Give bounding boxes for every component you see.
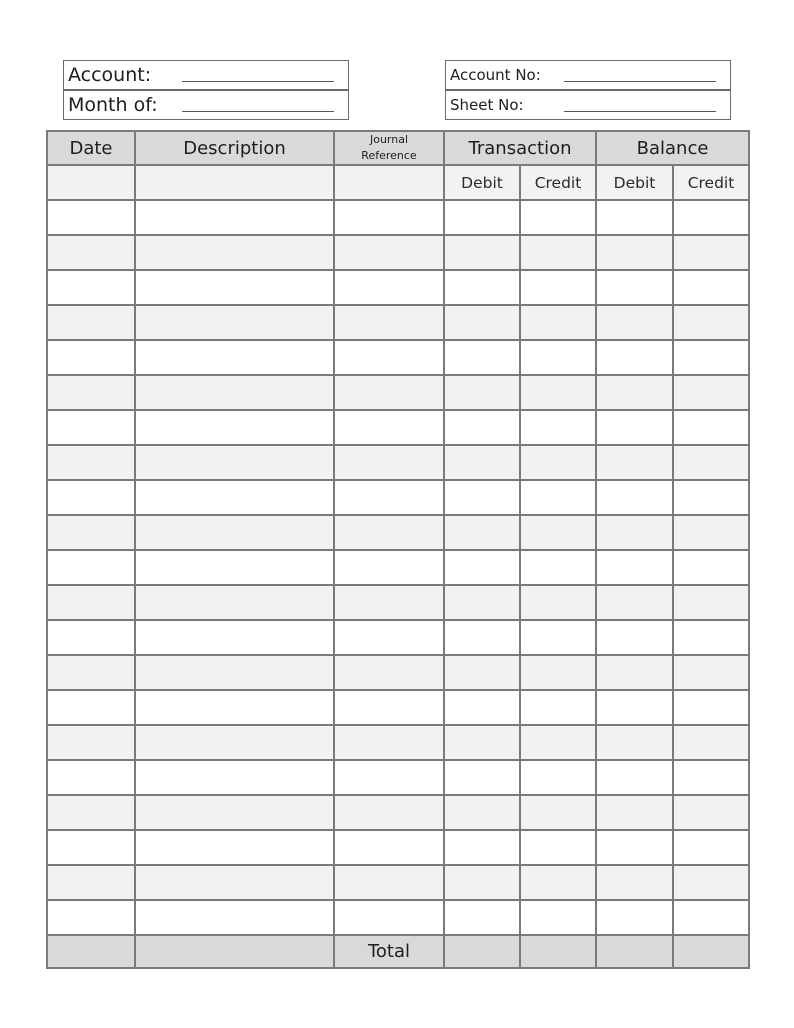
ledger-row (47, 200, 749, 235)
description-cell[interactable] (135, 620, 334, 655)
ledger-row (47, 690, 749, 725)
transaction-debit-cell[interactable] (444, 550, 520, 585)
balance-credit-cell[interactable] (673, 340, 749, 375)
balance-credit-cell[interactable] (673, 550, 749, 585)
balance-debit-cell[interactable] (596, 725, 673, 760)
description-cell[interactable] (135, 725, 334, 760)
balance-credit-cell[interactable] (673, 235, 749, 270)
balance-debit-cell[interactable] (596, 515, 673, 550)
transaction-credit-cell[interactable] (520, 235, 596, 270)
transaction-debit-cell[interactable] (444, 655, 520, 690)
description-cell[interactable] (135, 795, 334, 830)
date-cell[interactable] (47, 620, 135, 655)
balance-debit-cell[interactable] (596, 550, 673, 585)
month-label: Month of: (68, 94, 158, 116)
date-cell[interactable] (47, 690, 135, 725)
transaction-debit-cell[interactable] (444, 795, 520, 830)
balance-debit-cell[interactable] (596, 375, 673, 410)
balance-debit-cell[interactable] (596, 760, 673, 795)
journal-reference-cell[interactable] (334, 900, 444, 935)
transaction-credit-cell[interactable] (520, 375, 596, 410)
journal-reference-cell[interactable] (334, 445, 444, 480)
balance-credit-cell[interactable] (673, 515, 749, 550)
total-transaction-debit-cell[interactable] (444, 935, 520, 968)
ledger-row (47, 620, 749, 655)
description-cell[interactable] (135, 690, 334, 725)
date-cell[interactable] (47, 865, 135, 900)
date-cell[interactable] (47, 550, 135, 585)
description-cell[interactable] (135, 585, 334, 620)
transaction-debit-cell[interactable] (444, 515, 520, 550)
balance-debit-header: Debit (596, 165, 673, 200)
transaction-credit-cell[interactable] (520, 585, 596, 620)
balance-debit-cell[interactable] (596, 235, 673, 270)
transaction-credit-cell[interactable] (520, 270, 596, 305)
date-cell[interactable] (47, 655, 135, 690)
ledger-row (47, 410, 749, 445)
transaction-debit-cell[interactable] (444, 620, 520, 655)
journal-reference-cell[interactable] (334, 585, 444, 620)
date-cell[interactable] (47, 305, 135, 340)
balance-credit-cell[interactable] (673, 795, 749, 830)
header-row (47, 131, 749, 165)
date-cell[interactable] (47, 830, 135, 865)
total-balance-debit-cell[interactable] (596, 935, 673, 968)
transaction-credit-cell[interactable] (520, 480, 596, 515)
balance-debit-cell[interactable] (596, 585, 673, 620)
description-cell[interactable] (135, 830, 334, 865)
ledger-row (47, 900, 749, 935)
ledger-row (47, 550, 749, 585)
ledger-row (47, 795, 749, 830)
balance-debit-cell[interactable] (596, 830, 673, 865)
transaction-debit-cell[interactable] (444, 900, 520, 935)
ledger-row (47, 655, 749, 690)
ledger-row (47, 830, 749, 865)
description-cell[interactable] (135, 655, 334, 690)
ledger-row (47, 725, 749, 760)
journal-reference-cell[interactable] (334, 760, 444, 795)
col-balance-header: Balance (596, 131, 749, 165)
balance-credit-cell[interactable] (673, 620, 749, 655)
transaction-debit-cell[interactable] (444, 830, 520, 865)
transaction-credit-cell[interactable] (520, 760, 596, 795)
description-cell[interactable] (135, 410, 334, 445)
transaction-debit-header: Debit (444, 165, 520, 200)
balance-debit-cell[interactable] (596, 270, 673, 305)
balance-credit-cell[interactable] (673, 690, 749, 725)
transaction-debit-cell[interactable] (444, 305, 520, 340)
balance-credit-cell[interactable] (673, 655, 749, 690)
balance-credit-cell[interactable] (673, 865, 749, 900)
description-cell[interactable] (135, 235, 334, 270)
sheet-no-field (445, 90, 731, 120)
ledger-row (47, 305, 749, 340)
ledger-row (47, 760, 749, 795)
ledger-row (47, 445, 749, 480)
transaction-credit-cell[interactable] (520, 200, 596, 235)
account-field (63, 60, 349, 90)
balance-credit-cell[interactable] (673, 200, 749, 235)
ledger-body (47, 200, 749, 935)
col-journal-reference-header (334, 131, 444, 165)
balance-credit-cell[interactable] (673, 480, 749, 515)
balance-credit-header: Credit (673, 165, 749, 200)
description-cell[interactable] (135, 340, 334, 375)
description-cell[interactable] (135, 900, 334, 935)
balance-debit-cell[interactable] (596, 445, 673, 480)
journal-reference-cell[interactable] (334, 235, 444, 270)
description-cell[interactable] (135, 760, 334, 795)
date-cell[interactable] (47, 375, 135, 410)
transaction-credit-cell[interactable] (520, 550, 596, 585)
ledger-row (47, 585, 749, 620)
balance-debit-cell[interactable] (596, 655, 673, 690)
transaction-debit-cell[interactable] (444, 690, 520, 725)
col-description-header: Description (135, 131, 334, 165)
date-cell[interactable] (47, 235, 135, 270)
account-input-line[interactable] (182, 81, 334, 82)
account-label: Account: (68, 64, 152, 86)
description-cell[interactable] (135, 375, 334, 410)
journal-reference-cell[interactable] (334, 270, 444, 305)
account-no-field (445, 60, 731, 90)
total-date-cell (47, 935, 135, 968)
month-input-line[interactable] (182, 111, 334, 112)
transaction-debit-cell[interactable] (444, 375, 520, 410)
transaction-debit-cell[interactable] (444, 725, 520, 760)
account-no-input-line[interactable] (564, 81, 716, 82)
description-cell[interactable] (135, 270, 334, 305)
balance-credit-cell[interactable] (673, 585, 749, 620)
journal-reference-cell[interactable] (334, 515, 444, 550)
col-transaction-header: Transaction (444, 131, 596, 165)
transaction-credit-cell[interactable] (520, 445, 596, 480)
date-cell[interactable] (47, 200, 135, 235)
balance-credit-cell[interactable] (673, 725, 749, 760)
transaction-credit-cell[interactable] (520, 655, 596, 690)
month-field (63, 90, 349, 120)
date-cell[interactable] (47, 515, 135, 550)
balance-credit-cell[interactable] (673, 305, 749, 340)
sheet-no-label: Sheet No: (450, 96, 524, 114)
transaction-credit-cell[interactable] (520, 340, 596, 375)
ledger-row (47, 480, 749, 515)
balance-debit-cell[interactable] (596, 690, 673, 725)
subheader-journal-blank (334, 165, 444, 200)
journal-reference-cell[interactable] (334, 865, 444, 900)
journal-reference-cell[interactable] (334, 830, 444, 865)
balance-debit-cell[interactable] (596, 340, 673, 375)
date-cell[interactable] (47, 410, 135, 445)
date-cell[interactable] (47, 725, 135, 760)
total-label: Total (334, 935, 444, 968)
journal-reference-cell[interactable] (334, 655, 444, 690)
transaction-debit-cell[interactable] (444, 585, 520, 620)
date-cell[interactable] (47, 900, 135, 935)
description-cell[interactable] (135, 480, 334, 515)
transaction-credit-cell[interactable] (520, 410, 596, 445)
total-transaction-credit-cell[interactable] (520, 935, 596, 968)
description-cell[interactable] (135, 515, 334, 550)
transaction-debit-cell[interactable] (444, 270, 520, 305)
balance-credit-cell[interactable] (673, 270, 749, 305)
balance-debit-cell[interactable] (596, 200, 673, 235)
transaction-credit-cell[interactable] (520, 795, 596, 830)
journal-reference-cell[interactable] (334, 375, 444, 410)
transaction-debit-cell[interactable] (444, 200, 520, 235)
transaction-debit-cell[interactable] (444, 410, 520, 445)
transaction-credit-header: Credit (520, 165, 596, 200)
journal-reference-cell[interactable] (334, 340, 444, 375)
balance-credit-cell[interactable] (673, 375, 749, 410)
journal-reference-cell[interactable] (334, 620, 444, 655)
transaction-debit-cell[interactable] (444, 445, 520, 480)
journal-reference-cell[interactable] (334, 200, 444, 235)
account-no-label: Account No: (450, 66, 541, 84)
transaction-credit-cell[interactable] (520, 830, 596, 865)
transaction-debit-cell[interactable] (444, 865, 520, 900)
balance-credit-cell[interactable] (673, 900, 749, 935)
balance-debit-cell[interactable] (596, 865, 673, 900)
transaction-credit-cell[interactable] (520, 620, 596, 655)
date-cell[interactable] (47, 270, 135, 305)
balance-credit-cell[interactable] (673, 760, 749, 795)
balance-debit-cell[interactable] (596, 305, 673, 340)
transaction-credit-cell[interactable] (520, 515, 596, 550)
journal-reference-cell[interactable] (334, 725, 444, 760)
date-cell[interactable] (47, 340, 135, 375)
transaction-debit-cell[interactable] (444, 340, 520, 375)
date-cell[interactable] (47, 480, 135, 515)
subheader-row (47, 165, 749, 200)
balance-debit-cell[interactable] (596, 620, 673, 655)
journal-reference-cell[interactable] (334, 480, 444, 515)
journal-label-line1: Journal (369, 133, 409, 146)
description-cell[interactable] (135, 445, 334, 480)
description-cell[interactable] (135, 550, 334, 585)
date-cell[interactable] (47, 760, 135, 795)
transaction-credit-cell[interactable] (520, 725, 596, 760)
transaction-credit-cell[interactable] (520, 305, 596, 340)
journal-reference-cell[interactable] (334, 410, 444, 445)
ledger-row (47, 340, 749, 375)
journal-label-line2: Reference (361, 149, 417, 162)
date-cell[interactable] (47, 795, 135, 830)
description-cell[interactable] (135, 200, 334, 235)
journal-reference-cell[interactable] (334, 550, 444, 585)
transaction-debit-cell[interactable] (444, 760, 520, 795)
ledger-row (47, 515, 749, 550)
total-row (47, 935, 749, 968)
balance-debit-cell[interactable] (596, 480, 673, 515)
balance-credit-cell[interactable] (673, 410, 749, 445)
transaction-debit-cell[interactable] (444, 235, 520, 270)
date-cell[interactable] (47, 585, 135, 620)
journal-reference-cell[interactable] (334, 690, 444, 725)
balance-debit-cell[interactable] (596, 410, 673, 445)
subheader-description-blank (135, 165, 334, 200)
transaction-credit-cell[interactable] (520, 900, 596, 935)
date-cell[interactable] (47, 445, 135, 480)
journal-reference-cell[interactable] (334, 305, 444, 340)
ledger-row (47, 270, 749, 305)
ledger-row (47, 375, 749, 410)
total-balance-credit-cell[interactable] (673, 935, 749, 968)
journal-reference-cell[interactable] (334, 795, 444, 830)
ledger-row (47, 865, 749, 900)
sheet-no-input-line[interactable] (564, 111, 716, 112)
ledger-table (46, 130, 750, 969)
description-cell[interactable] (135, 865, 334, 900)
description-cell[interactable] (135, 305, 334, 340)
balance-credit-cell[interactable] (673, 445, 749, 480)
balance-debit-cell[interactable] (596, 795, 673, 830)
transaction-credit-cell[interactable] (520, 865, 596, 900)
total-description-cell (135, 935, 334, 968)
ledger-row (47, 235, 749, 270)
balance-credit-cell[interactable] (673, 830, 749, 865)
balance-debit-cell[interactable] (596, 900, 673, 935)
transaction-debit-cell[interactable] (444, 480, 520, 515)
subheader-date-blank (47, 165, 135, 200)
col-date-header: Date (47, 131, 135, 165)
transaction-credit-cell[interactable] (520, 690, 596, 725)
